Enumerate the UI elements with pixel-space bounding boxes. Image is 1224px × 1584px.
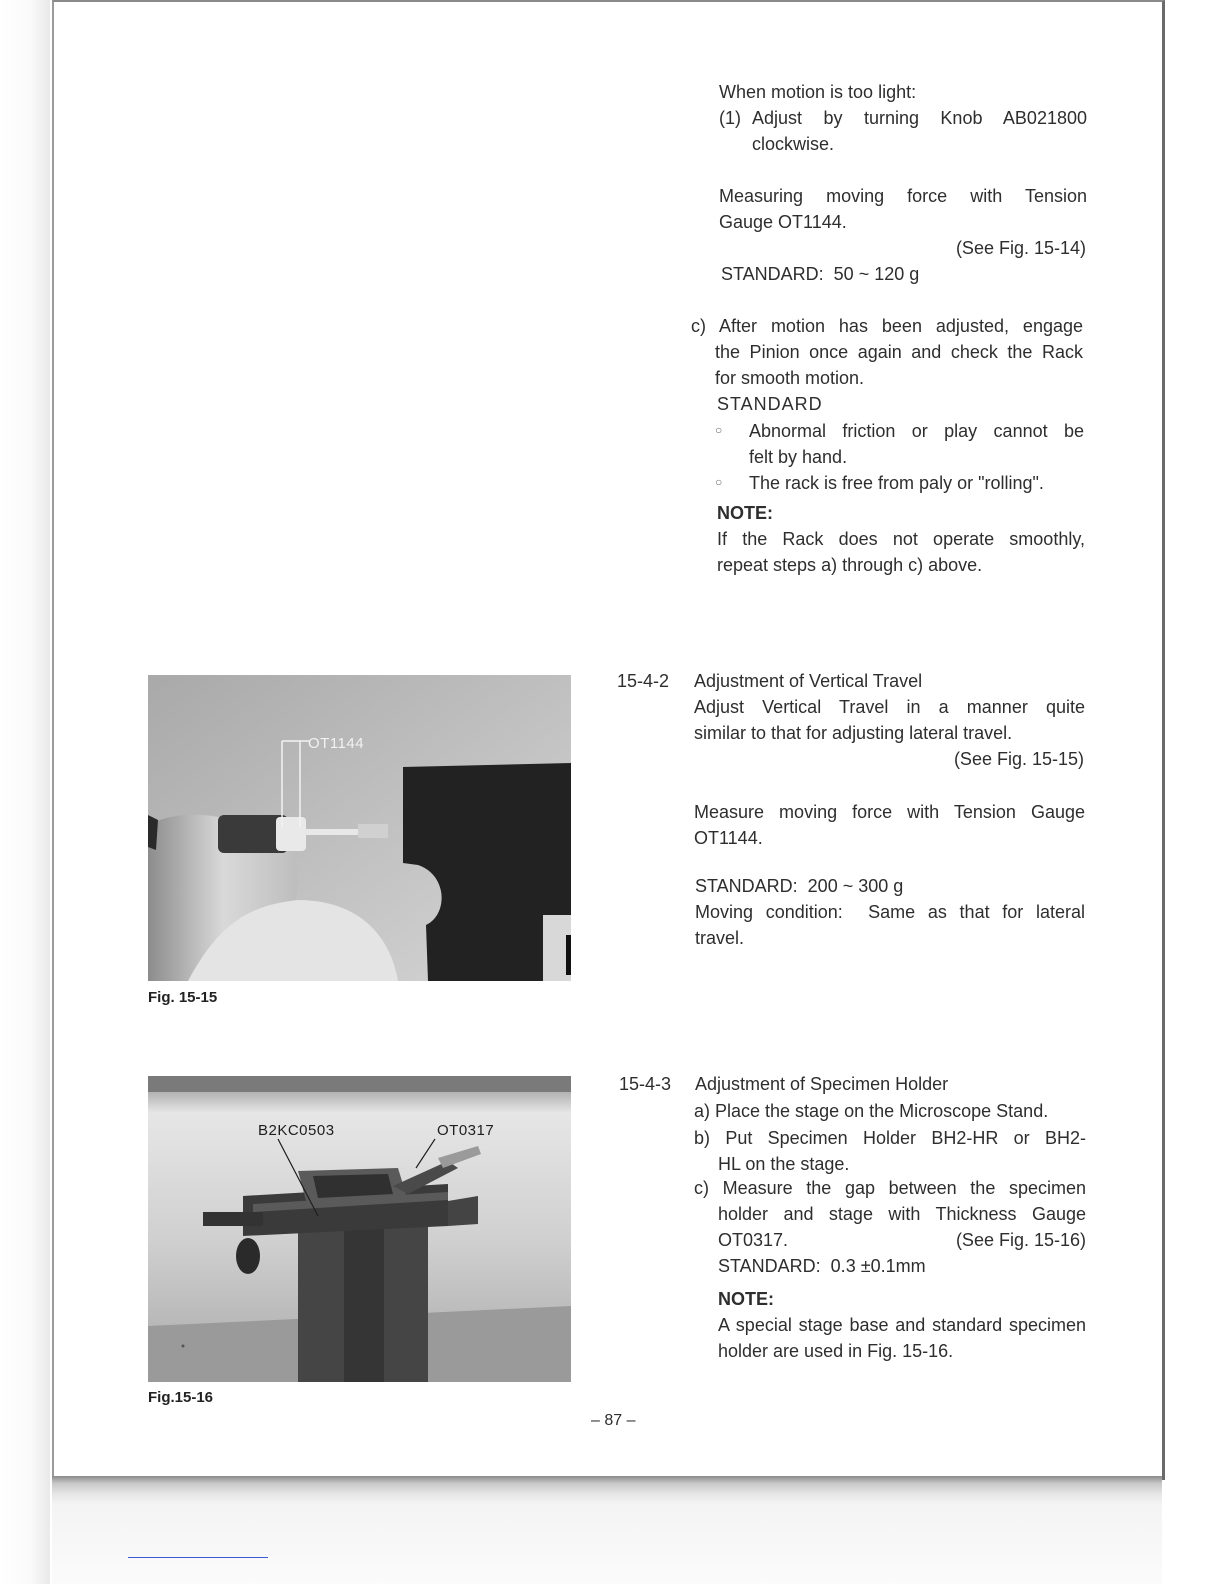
figure-15-16-caption: Fig.15-16 bbox=[148, 1389, 214, 1406]
step-b-line1: b) Put Specimen Holder BH2-HR or BH2- bbox=[694, 1128, 1086, 1148]
step-c-1543-line1: c) Measure the gap between the specimen bbox=[694, 1178, 1086, 1198]
step-c-line2: the Pinion once again and check the Rack bbox=[715, 342, 1083, 362]
figure-15-15-photo bbox=[148, 675, 571, 981]
note-label-top: NOTE: bbox=[717, 503, 773, 523]
standard-label: STANDARD bbox=[717, 394, 823, 414]
note-bottom-line2: holder are used in Fig. 15-16. bbox=[718, 1341, 954, 1361]
note-top-line2: repeat steps a) through c) above. bbox=[717, 555, 983, 575]
bullet1-line2: felt by hand. bbox=[749, 447, 848, 467]
ot1144-label: OT1144 bbox=[308, 735, 365, 752]
bullet1-line1: Abnormal friction or play cannot be bbox=[749, 421, 1084, 441]
measuring-line2: Gauge OT1144. bbox=[719, 212, 847, 232]
page-bottom-edge bbox=[52, 1476, 1162, 1506]
step-c-1543-line2: holder and stage with Thickness Gauge bbox=[718, 1204, 1086, 1224]
note-bottom-line1: A special stage base and standard specimen bbox=[718, 1315, 1086, 1335]
step-a: a) Place the stage on the Microscope Stand. bbox=[694, 1101, 1049, 1121]
motion-light-heading: When motion is too light: bbox=[719, 82, 917, 102]
measure-1542-line1: Measure moving force with Tension Gauge bbox=[694, 802, 1085, 822]
ot0317-label: OT0317 bbox=[437, 1122, 495, 1139]
b2kc0503-label: B2KC0503 bbox=[258, 1122, 335, 1139]
moving-condition-line1: Moving condition: Same as that for lateral bbox=[695, 902, 1085, 922]
section-number-1542: 15-4-2 bbox=[617, 671, 670, 691]
scan-artifact-line bbox=[128, 1557, 268, 1558]
tension-gauge-photo bbox=[148, 675, 571, 981]
bullet2-text: The rack is free from paly or "rolling". bbox=[749, 473, 1044, 493]
figure-15-16-photo bbox=[148, 1076, 571, 1382]
see-fig-15-16: (See Fig. 15-16) bbox=[955, 1230, 1086, 1250]
step-b-line2: HL on the stage. bbox=[718, 1154, 850, 1174]
note-label-bottom: NOTE: bbox=[718, 1289, 774, 1309]
thickness-gauge-code: OT0317. bbox=[718, 1230, 789, 1250]
figure-15-15-caption: Fig. 15-15 bbox=[148, 989, 218, 1006]
step-c-line1: c) After motion has been adjusted, engage bbox=[691, 316, 1083, 336]
bullet-icon: ○ bbox=[715, 423, 723, 437]
see-fig-15-14: (See Fig. 15-14) bbox=[955, 238, 1086, 258]
step1-number: (1) bbox=[719, 108, 741, 128]
scan-margin bbox=[0, 0, 50, 1584]
see-fig-15-15: (See Fig. 15-15) bbox=[953, 749, 1084, 769]
step1-line1: Adjust by turning Knob AB021800 bbox=[752, 108, 1087, 128]
page-number: – 87 – bbox=[591, 1412, 636, 1429]
note-top-line1: If the Rack does not operate smoothly, bbox=[717, 529, 1085, 549]
section-title-1542: Adjustment of Vertical Travel bbox=[694, 671, 923, 691]
step1-line2: clockwise. bbox=[752, 134, 835, 154]
measuring-line1: Measuring moving force with Tension bbox=[719, 186, 1087, 206]
section-1542-line1: Adjust Vertical Travel in a manner quite bbox=[694, 697, 1085, 717]
moving-condition-line2: travel. bbox=[695, 928, 745, 948]
specimen-holder-photo bbox=[148, 1076, 571, 1382]
section-1542-line2: similar to that for adjusting lateral travel. bbox=[694, 723, 1013, 743]
bullet-icon: ○ bbox=[715, 475, 723, 489]
scan-background bbox=[52, 1506, 1162, 1584]
step-c-line3: for smooth motion. bbox=[715, 368, 865, 388]
measure-1542-line2: OT1144. bbox=[694, 828, 763, 848]
standard-top: STANDARD: 50 ~ 120 g bbox=[721, 264, 920, 284]
standard-1543: STANDARD: 0.3 ±0.1mm bbox=[718, 1256, 926, 1276]
standard-1542: STANDARD: 200 ~ 300 g bbox=[695, 876, 904, 896]
section-number-1543: 15-4-3 bbox=[619, 1074, 672, 1094]
section-title-1543: Adjustment of Specimen Holder bbox=[695, 1074, 949, 1094]
